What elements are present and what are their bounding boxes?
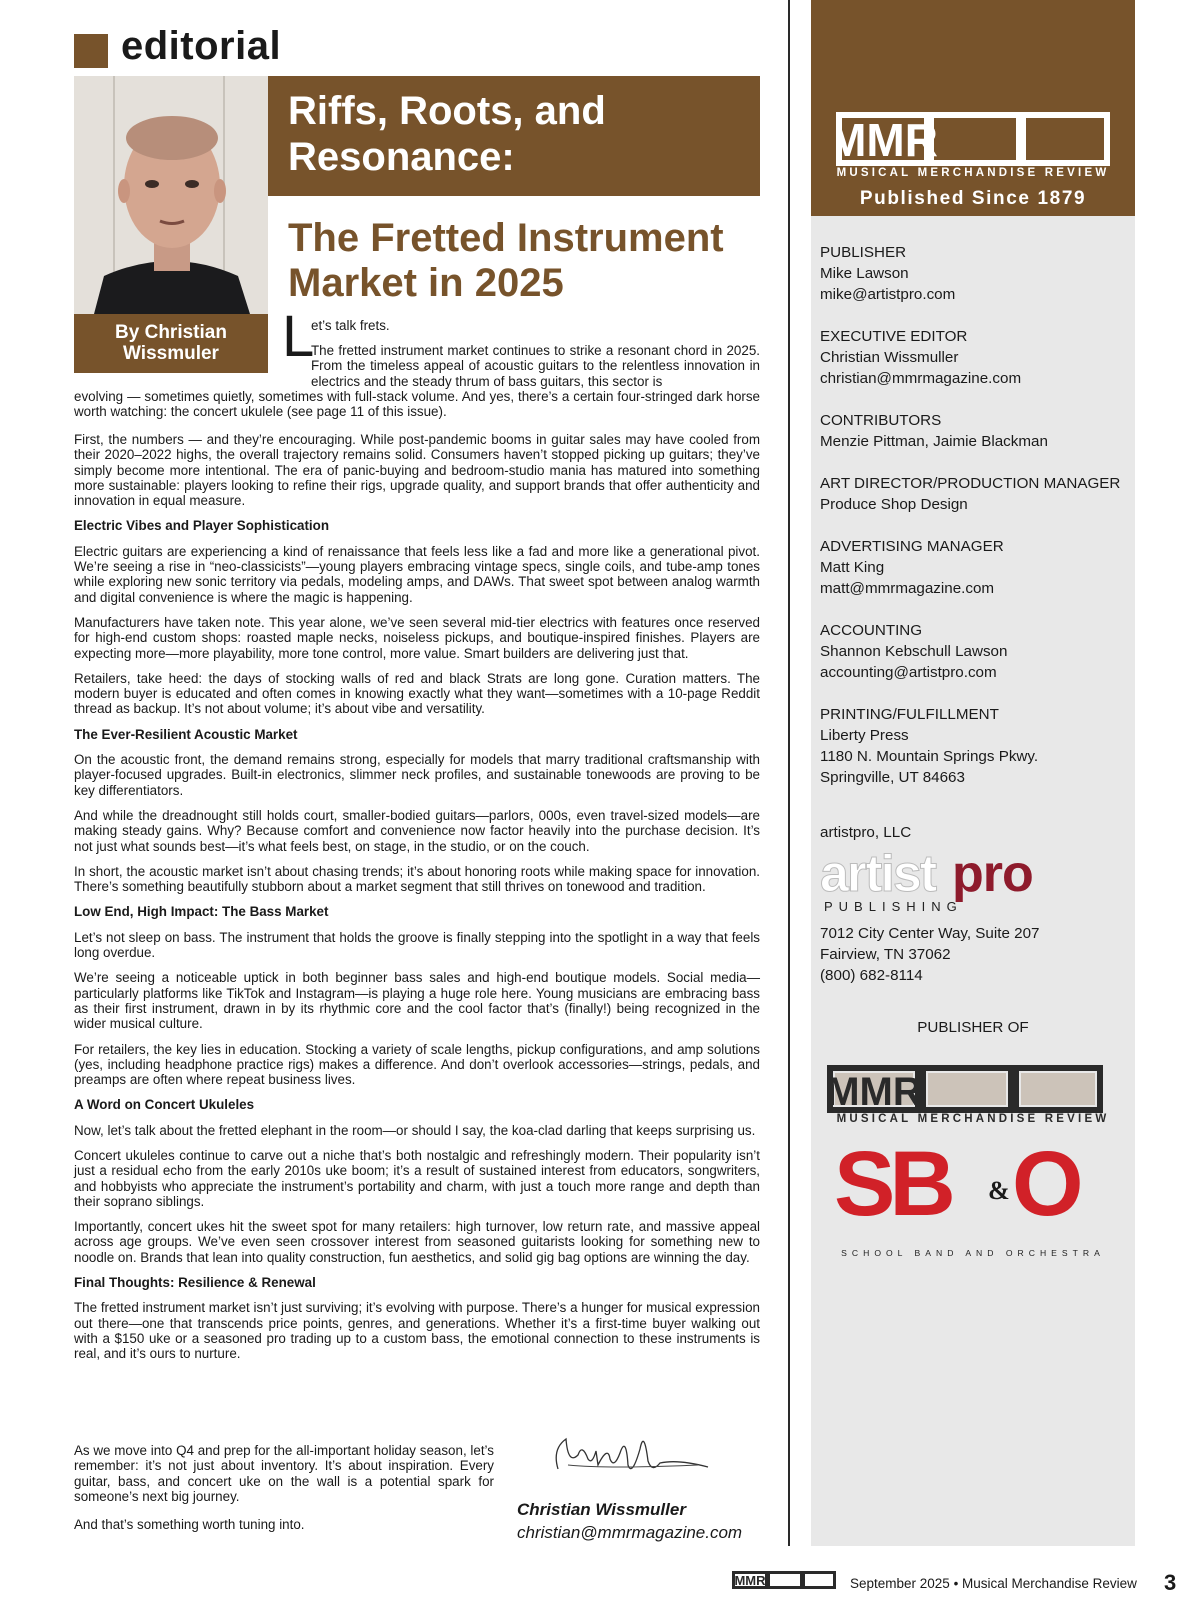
address-line: Fairview, TN 37062 [820,946,951,963]
staff-role: PUBLISHER [820,244,907,261]
mmr-logo-text: MMR [836,114,938,166]
staff-detail: Mike Lawson [820,265,909,282]
sbo-logo-sb: SB [834,1133,950,1235]
staff-entry [820,326,1130,389]
headline-line-2: Resonance: [288,135,515,179]
mmr-logo-secondary-text: MMR [827,1070,922,1113]
staff-entry [820,704,1130,788]
staff-entry [820,410,1130,452]
sbo-logo [834,1133,1124,1242]
byline-line-2: Wissmuler [123,343,219,364]
closing-paragraph: As we move into Q4 and prep for the all-important holiday season, let’s remember: it’s not just about inventory. It’s about inspiration. Every guitar, bass, and concert uke on the wall is a potential spark for someone’s next big journey. [74,1443,494,1504]
staff-role: CONTRIBUTORS [820,412,942,429]
footer-issue-text: September 2025 • Musical Merchandise Review [850,1576,1137,1591]
intro-paragraph-text: The fretted instrument market continues to strike a resonant chord in 2025. From the timeless appeal of acoustic guitars to the relentless innovation in electrics and the steady thrum of bass guitars, this sector is [311,343,760,389]
publisher-of-label: PUBLISHER OF [917,1019,1029,1036]
staff-detail: Christian Wissmuller [820,349,959,366]
article-paragraph: Let’s not sleep on bass. The instrument that holds the groove is finally stepping into the spotlight in a way that feels long overdue. [74,929,760,961]
sbo-logo-tagline: SCHOOL BAND AND ORCHESTRA [841,1248,1105,1258]
staff-role: ACCOUNTING [820,622,923,639]
staff-detail: Produce Shop Design [820,496,968,513]
mmr-logo-secondary-tagline: MUSICAL MERCHANDISE REVIEW [836,1113,1110,1125]
article-paragraph: We’re seeing a noticeable uptick in both beginner bass sales and high-end boutique models. Social media—particularly platforms like TikTok and Instagram—is playing a huge role here. Young musicians are embracing bass as their first instrument, drawn in by its rhythmic core and the cool factor that’s (finally!) being recognized in the wider musical culture. [74,970,760,1032]
footer-mmr-logo-text: MMR [734,1573,766,1588]
article-paragraph: In short, the acoustic market isn’t about chasing trends; it’s about honoring roots while making space for innovation. There’s something beautifully stubborn about a market segment that still thrives on tonewood and tradition. [74,863,760,895]
staff-detail: Liberty Press [820,727,909,744]
intro-paragraph-continued: evolving — sometimes quietly, sometimes with full-stack volume. And yes, there’s a certain four-stringed dark horse worth watching: the concert ukulele (see page 11 of this issue). [74,389,760,420]
article-paragraph: Concert ukuleles continue to carve out a niche that’s both nostalgic and refreshingly modern. Their popularity isn’t just a residual echo from the early 2010s uke boom; it’s a result of sustained interest from educators, songwriters, and hobbyists who appreciate the instrument’s portability and charm, with just a touch more range and depth than their soprano siblings. [74,1147,760,1209]
staff-detail: Matt King [820,559,885,576]
article-paragraph: First, the numbers — and they’re encouraging. While post-pandemic booms in guitar sales may have cooled from their 2020–2022 highs, the overall trajectory remains solid. Consumers haven’t stopped picking up guitars; they’ve simply become more intentional. The era of panic-buying and bedroom-studio mania has matured into something more sustainable: players looking to refine their rigs, upgrade quality, and support brands that offer authenticity and innovation in equal measure. [74,432,760,509]
artistpro-logo-publishing: PUBLISHING [824,899,963,914]
article-paragraph: Now, let’s talk about the fretted elephant in the room—or should I say, the koa-clad darling that keeps surprising us. [74,1122,756,1138]
staff-detail: Menzie Pittman, Jaimie Blackman [820,433,1048,450]
staff-role: EXECUTIVE EDITOR [820,328,968,345]
article-paragraph: Importantly, concert ukes hit the sweet spot for many retailers: high turnover, low return rate, and massive appeal across age groups. We’ve even seen crossover interest from seasoned guitarists looking for something new to noodle on. Brands that lean into quality construction, fun aesthetics, and solid gig bag options are winning the day. [74,1219,760,1265]
artistpro-logo-artist: artist [820,845,936,903]
staff-entry [820,242,1130,305]
signature-email[interactable]: christian@mmrmagazine.com [517,1523,743,1542]
staff-email[interactable]: christian@mmrmagazine.com [820,370,1022,387]
sbo-logo-ampersand: & [988,1176,1010,1205]
author-photo [74,76,268,314]
staff-list [820,242,1130,809]
article-paragraph: The fretted instrument market isn’t just surviving; it’s evolving with purpose. There’s a hunger for musical expression out there—one that transcends price points, genres, and generations. Whether it’s a first-time buyer walking out with a $150 uke or a seasoned pro trading up to a custom bass, the emotional connection to these instruments is real, and it’s ours to nurture. [74,1300,760,1362]
staff-role: ART DIRECTOR/PRODUCTION MANAGER [820,475,1121,492]
staff-email[interactable]: matt@mmrmagazine.com [820,580,995,597]
published-since: Published Since 1879 [859,188,1087,209]
signature [548,1425,718,1490]
staff-email[interactable]: accounting@artistpro.com [820,664,997,681]
article-paragraph: Electric guitars are experiencing a kind of renaissance that feels less like a fad and more like a generational pivot. We’re seeing a rise in “neo-classicists”—young players embracing vintage specs, single coils, and tube-amp tones while exploring new sonic territory via pedals, modeling amps, and DAWs. That sweet spot between analog warmth and digital convenience is where the magic is happening. [74,543,760,605]
mmr-logo-secondary [827,1065,1103,1118]
mmr-logo [836,112,1110,171]
staff-role: ADVERTISING MANAGER [820,538,1004,555]
article-paragraph: On the acoustic front, the demand remains strong, especially for models that marry traditional craftsmanship with player-focused upgrades. Built-in electronics, slimmer neck profiles, and sustainable tonewoods are proving to be key differentiators. [74,752,760,798]
page-number: 3 [1164,1570,1177,1595]
byline [74,314,268,373]
signature-name: Christian Wissmuller [517,1500,686,1519]
staff-detail: Shannon Kebschull Lawson [820,643,1008,660]
article-subheading: Electric Vibes and Player Sophistication [74,518,330,534]
subheadline [288,216,760,306]
staff-email[interactable]: mike@artistpro.com [820,286,956,303]
section-label: editorial [121,24,282,68]
column-divider [788,0,790,1546]
article-paragraph: Manufacturers have taken note. This year alone, we’ve seen several mid-tier electrics with features once reserved for high-end custom shops: roasted maple necks, noiseless pickups, and boutique-inspired finishes. Players are expecting more—more playability, more tone control, more value. Smart builders are delivering just that. [74,614,760,661]
address-line: 7012 City Center Way, Suite 207 [820,925,1040,942]
closing-line: And that’s something worth tuning into. [74,1517,305,1532]
intro-paragraph-part [311,343,760,389]
subheadline-line-2: Market in 2025 [288,261,564,305]
artistpro-logo [820,845,1040,918]
section-marker [74,34,108,68]
article-subheading: The Ever-Resilient Acoustic Market [74,726,298,742]
headline [288,88,748,180]
staff-detail: 1180 N. Mountain Springs Pkwy. [820,748,1039,765]
article-subheading: Low End, High Impact: The Bass Market [74,904,329,920]
headline-line-1: Riffs, Roots, and [288,89,606,133]
article-subheading: A Word on Concert Ukuleles [74,1097,255,1113]
article-subheading: Final Thoughts: Resilience & Renewal [74,1275,316,1291]
staff-entry [820,620,1130,683]
staff-entry [820,473,1130,515]
artistpro-logo-pro: pro [952,845,1033,903]
address-line: (800) 682-8114 [820,967,923,984]
drop-cap: L [282,304,315,369]
intro-first-line: et’s talk frets. [311,318,390,333]
staff-entry [820,536,1130,599]
company-name: artistpro, LLC [820,824,912,841]
sbo-logo-o: O [1012,1133,1084,1235]
staff-detail: Springville, UT 84663 [820,769,965,786]
footer-mmr-logo [732,1571,836,1594]
article-paragraph: For retailers, the key lies in education. Stocking a variety of scale lengths, pickup configurations, and amp solutions (yes, including headphone practice rigs) makes a difference. And don’t overlook accessories—strings, pedals, and preamps are often where repeat business lives. [74,1041,760,1088]
article-paragraph: Retailers, take heed: the days of stocking walls of red and black Strats are long gone. Curation matters. The modern buyer is educated and often comes in knowing exactly what they want—sometimes with a 10-page Reddit thread as backup. It’s not about volume; it’s about vibe and versatility. [74,670,760,717]
byline-line-1: By Christian [115,322,227,343]
masthead-banner [811,0,1135,216]
article-body [74,432,760,1372]
subheadline-line-1: The Fretted Instrument [288,216,724,260]
staff-role: PRINTING/FULFILLMENT [820,706,999,723]
mmr-logo-tagline: MUSICAL MERCHANDISE REVIEW [836,167,1110,179]
company-address [820,923,1130,986]
article-paragraph: And while the dreadnought still holds court, smaller-bodied guitars—parlors, 000s, even travel-sized models—are making steady gains. Why? Because comfort and convenience now factor heavily into the purchase decision. It’s not just what sounds best—it’s what feels best, on stage, in the studio, or on the couch. [74,807,760,854]
